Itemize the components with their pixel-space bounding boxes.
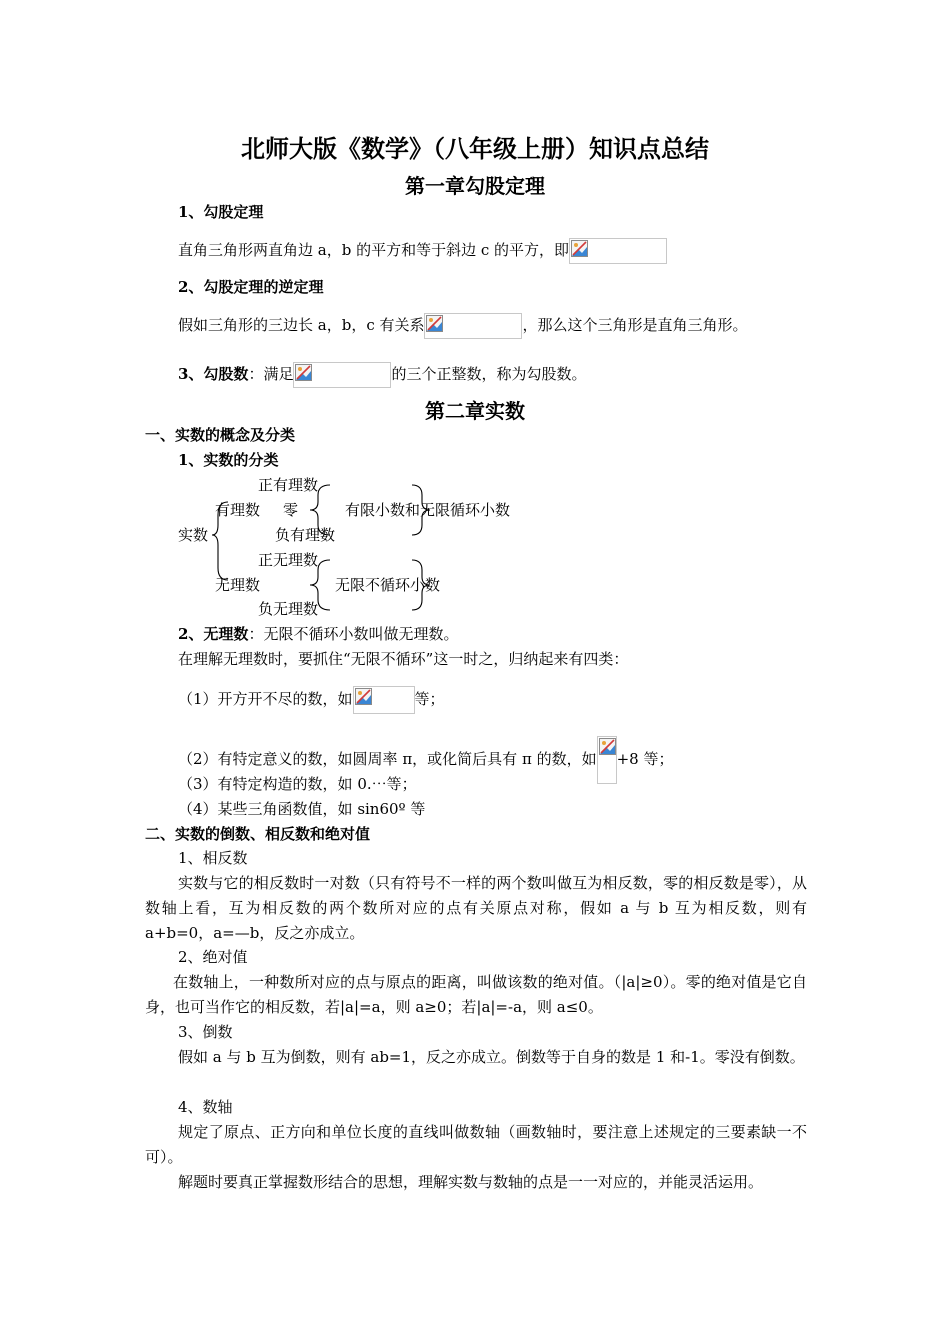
section-converse-theorem: 2、勾股定理的逆定理: [178, 278, 324, 296]
classification-title: 1、实数的分类: [178, 451, 279, 469]
irrational-intro: 在理解无理数时，要抓住“无限不循环”这一时之，归纳起来有四类：: [178, 650, 629, 668]
section-pythagorean-theorem: 1、勾股定理: [178, 203, 264, 221]
tree-root-real: 实数: [178, 526, 209, 544]
irrational-title: 2、无理数: [178, 625, 249, 643]
broken-image-icon: [295, 364, 312, 381]
irrational-definition: [178, 624, 458, 644]
irrational-type-2-text: （2）有特定意义的数，如圆周率 π，或化简后具有 π 的数，如: [178, 750, 597, 768]
formula-image-placeholder: [353, 686, 415, 714]
irrational-type-3: （3）有特定构造的数，如 0.⋯等；: [178, 775, 417, 793]
pythagorean-triples-part-b: 的三个正整数，称为勾股数。: [391, 365, 587, 383]
chapter2-heading: 第二章实数: [425, 399, 525, 423]
irrational-type-1-text: （1）开方开不尽的数，如: [178, 690, 353, 708]
irrational-type-1: [178, 686, 445, 714]
broken-image-icon: [426, 315, 443, 332]
tree-positive-rational: 正有理数: [258, 476, 319, 494]
formula-image-placeholder: [293, 362, 391, 388]
opposite-title: 1、相反数: [178, 849, 248, 867]
brace-irrational: [310, 560, 330, 610]
tree-zero: 零: [283, 501, 299, 519]
irrational-def-text: ：无限不循环小数叫做无理数。: [248, 625, 459, 643]
tree-negative-irrational: 负无理数: [258, 600, 319, 618]
irrational-type-4: （4）某些三角函数值，如 sin60º 等: [178, 800, 426, 818]
broken-image-icon: [571, 240, 588, 257]
reciprocal-title: 3、倒数: [178, 1023, 233, 1041]
formula-image-placeholder: [569, 238, 667, 264]
pythagorean-theorem-text: [178, 238, 667, 264]
number-axis-text-2: 解题时要真正掌握数形结合的思想，理解实数与数轴的点是一一对应的，并能灵活运用。: [178, 1173, 764, 1191]
converse-theorem-part-b: ，那么这个三角形是直角三角形。: [522, 316, 748, 334]
brace-finite-close: [412, 485, 430, 535]
irrational-type-2-end: +8 等；: [616, 750, 674, 768]
brace-infinite-close: [412, 560, 430, 610]
chapter1-heading: 第一章勾股定理: [405, 174, 545, 198]
pythagorean-theorem-statement: 直角三角形两直角边 a，b 的平方和等于斜边 c 的平方，即: [178, 241, 570, 259]
tree-positive-irrational: 正无理数: [258, 551, 319, 569]
tree-negative-rational: 负有理数: [275, 526, 336, 544]
tree-rational: 有理数: [215, 501, 261, 519]
tree-irrational: 无理数: [215, 576, 261, 594]
converse-theorem-part-a: 假如三角形的三边长 a，b，c 有关系: [178, 316, 425, 334]
tree-finite-decimal: 有限小数和无限循环小数: [345, 501, 511, 519]
converse-theorem-text: [178, 313, 748, 339]
opposite-text: 实数与它的相反数时一对数（只有符号不一样的两个数叫做互为相反数，零的相反数是零），从数轴上看，互为相反数的两个数所对应的点有关原点对称，假如 a 与 b 互为相反数，则有 a+b=0，a=—b，反之亦成立。: [145, 874, 807, 942]
irrational-type-1-end: 等；: [414, 690, 445, 708]
reciprocal-text: 假如 a 与 b 互为倒数，则有 ab=1，反之亦成立。倒数等于自身的数是 1 和-1。零没有倒数。: [178, 1048, 805, 1066]
pythagorean-triples-text: [178, 362, 586, 388]
document-title: 北师大版《数学》（八年级上册）知识点总结: [241, 134, 709, 163]
part1-title: 一、实数的概念及分类: [145, 426, 296, 444]
number-axis-text: 规定了原点、正方向和单位长度的直线叫做数轴（画数轴时，要注意上述规定的三要素缺一不可）。: [145, 1123, 807, 1166]
absolute-title: 2、绝对值: [178, 948, 248, 966]
brace-real: [212, 502, 228, 580]
pythagorean-triples-part-a: ：满足: [248, 365, 294, 383]
brace-rational: [310, 485, 330, 535]
formula-image-placeholder: [424, 313, 522, 339]
broken-image-icon: [599, 738, 616, 755]
number-axis-title: 4、数轴: [178, 1098, 233, 1116]
pythagorean-triples-title: 3、勾股数: [178, 365, 249, 383]
broken-image-icon: [355, 688, 372, 705]
formula-image-placeholder: [597, 736, 617, 784]
tree-infinite-decimal: 无限不循环小数: [335, 576, 441, 594]
classification-braces: [200, 470, 440, 620]
part2-title: 二、实数的倒数、相反数和绝对值: [145, 825, 371, 843]
absolute-text: 在数轴上，一种数所对应的点与原点的距离，叫做该数的绝对值。（|a|≥0）。零的绝对值是它自身，也可当作它的相反数，若|a|=a，则 a≥0；若|a|=-a，则 a≤0。: [145, 973, 807, 1016]
